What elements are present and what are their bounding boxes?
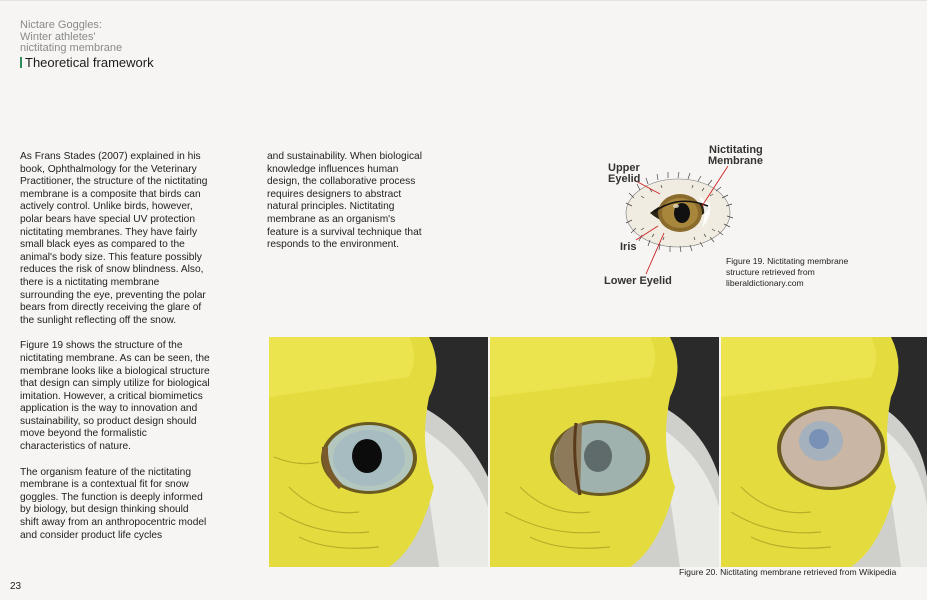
nictitating-membrane-photos — [269, 337, 927, 567]
accent-bar — [20, 57, 22, 68]
paragraph: The organism feature of the nictitating membrane is a contextual fit for snow goggles. The function is deeply informed by biology, but design thinking should shift away from an anthropocentric model and consider product life cycles — [20, 466, 207, 541]
text-column-2 — [267, 151, 427, 265]
label-iris: Iris — [620, 241, 637, 253]
header-line-1: Nictare Goggles: — [20, 19, 102, 31]
section-title — [20, 56, 154, 70]
figure-20-caption: Figure 20. Nictitating membrane retrieved from Wikipedia — [679, 567, 897, 577]
paragraph: Figure 19 shows the structure of the nictitating membrane. As can be seen, the membrane looks like a biological structure that design can simply utilize for biological imitation. However, a critical biomimetics application is the way to innovation and sustainability, so product design should move beyond the formalistic characteristics of nature. — [20, 340, 210, 453]
paragraph: As Frans Stades (2007) explained in his book, Ophthalmology for the Veterinary Practitioner, the structure of the nictitating membrane is a composite that birds can actively control. Unlike birds, however, polar bears have special UV protection nictitating membranes. They have fairly small black eyes as compared to the animal's body size. This feature possibly reduces the risk of snow blindness. Also, there is a nictitating membrane surrounding the eye, preventing the polar bears from directly receiving the glare of the sunlight reflecting off the snow. — [20, 151, 208, 326]
header-line-2: Winter athletes' — [20, 30, 96, 43]
running-header — [20, 20, 154, 69]
label-lower-eyelid: Lower Eyelid — [604, 275, 672, 287]
text-column-1 — [20, 151, 210, 555]
label-nictitating: Nictitating — [709, 144, 763, 156]
page-number: 23 — [10, 581, 22, 592]
eye-photo-membrane-closed — [721, 337, 927, 567]
header-line-3: nictitating membrane — [20, 42, 123, 55]
figure-19-caption: Figure 19. Nictitating membrane structure retrieved from liberaldictionary.com — [726, 256, 849, 288]
eye-photo-open — [269, 337, 488, 567]
section-title-text: Theoretical framework — [25, 54, 154, 70]
label-eyelid: Eyelid — [608, 173, 641, 185]
eye-photo-half-closed — [490, 337, 719, 567]
label-membrane: Membrane — [708, 155, 764, 167]
paragraph: and sustainability. When biological knowledge influences human design, the collaborative process requires designers to abstract natural principles. Nictitating membrane as an organism's feature is a survival technique that responds to the environment. — [267, 151, 422, 251]
label-upper: Upper — [608, 162, 640, 174]
